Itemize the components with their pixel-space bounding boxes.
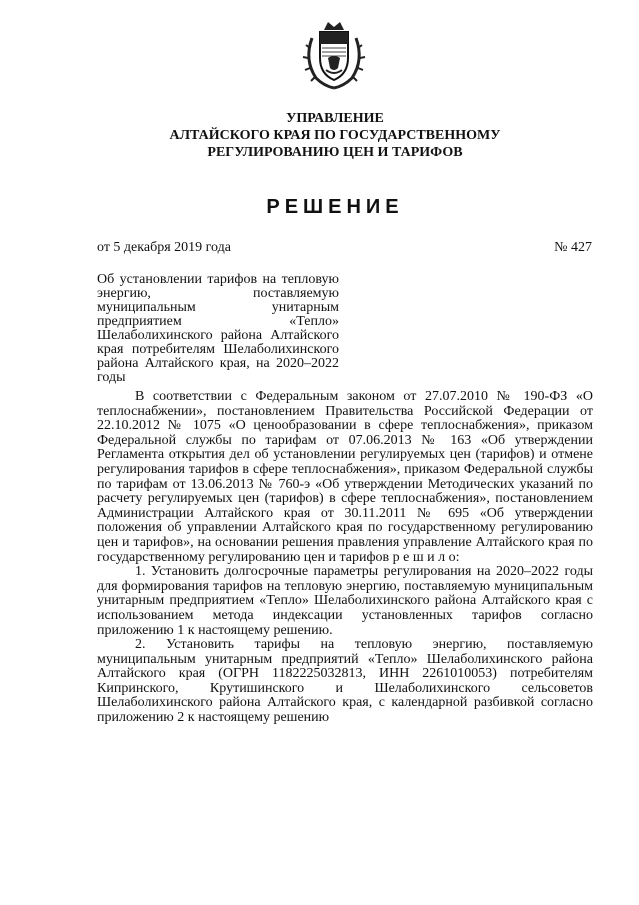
document-title: РЕШЕНИЕ [266, 196, 404, 218]
coat-of-arms-icon [302, 18, 366, 92]
document-number: № 427 [554, 240, 592, 255]
document-body [97, 390, 593, 726]
body-paragraph-item-1: 1. Установить долгосрочные параметры регулирования на 2020–2022 годы для формирования тарифов на тепловую энергию, поставляемую муниципальным унитарным предприятием «Тепло» Шелаболихинского района Алтайского края с использованием метода индексации установленных тарифов согласно приложению 1 к настоящему решению. [97, 564, 593, 638]
body-paragraph-preamble: В соответствии с Федеральным законом от 27.07.2010 № 190-ФЗ «О теплоснабжении», постановлением Правительства Российской Федерации от 22.10.2012 № 1075 «О ценообразовании в сфере теплоснабжения», приказом Федеральной службы по тарифам от 07.06.2013 № 163 «Об утверждении Регламента открытия дел об установлении регулируемых цен (тарифов) и отмене регулирования тарифов в сфере теплоснабжения», приказом Федеральной службы по тарифам от 13.06.2013 № 760-э «Об утверждении Методических указаний по расчету регулируемых цен (тарифов) в сфере теплоснабжения», постановлением Администрации Алтайского края от 30.11.2011 № 695 «Об утверждении положения об управлении Алтайского края по государственному регулированию цен и тарифов», на основании решения правления управление Алтайского края по государственному регулированию цен и тарифов р е ш и л о: [97, 389, 593, 565]
document-subject: Об установлении тарифов на тепловую энергию, поставляемую муниципальным унитарным предприятием «Тепло» Шелаболихинского района Алтайского края потребителям Шелаболихинского района Алтайского края, на 2020–2022 годы [97, 272, 339, 385]
organization-name [100, 110, 570, 161]
document-date: от 5 декабря 2019 года [97, 240, 231, 255]
body-paragraph-item-2: 2. Установить тарифы на тепловую энергию, поставляемую муниципальным унитарным предприятий «Тепло» Шелаболихинского района Алтайского края (ОГРН 1182225032813, ИНН 2261010053) потребителям Кипринского, Крутишинского и Шелаболихинского сельсоветов Шелаболихинского района Алтайского края, с календарной разбивкой согласно приложению 2 к настоящему решению [97, 637, 593, 726]
organization-name-line-3: РЕГУЛИРОВАНИЮ ЦЕН И ТАРИФОВ [207, 145, 463, 160]
organization-name-line-1: УПРАВЛЕНИЕ [286, 111, 384, 126]
organization-name-line-2: АЛТАЙСКОГО КРАЯ ПО ГОСУДАРСТВЕННОМУ [169, 128, 501, 143]
